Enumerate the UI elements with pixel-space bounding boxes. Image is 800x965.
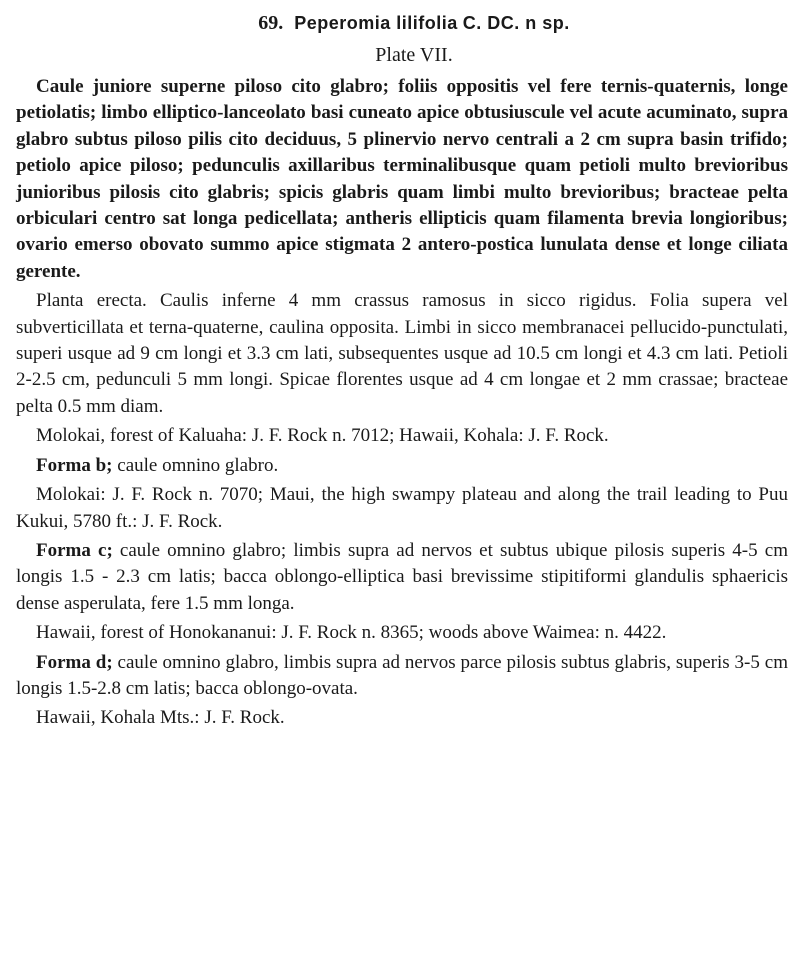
species-number: 69. [258, 12, 284, 34]
document-page [16, 8, 788, 735]
forma-b-text: caule omnino glabro. [112, 454, 279, 476]
forma-c-description [16, 538, 788, 617]
forma-c-label: Forma c; [36, 539, 113, 561]
locality-main: Molokai, forest of Kaluaha: J. F. Rock n. 7012; Hawaii, Kohala: J. F. Rock. [36, 425, 609, 447]
species-heading [16, 8, 788, 38]
forma-b-description [16, 453, 788, 479]
forma-c-text: caule omnino glabro; limbis supra ad nervos et subtus ubique pilosis superis 4-5 cm longis 1.5 - 2.3 cm latis; bacca oblongo-elliptica basi brevissime stipitiformi glandulis sphaericis dense asperulata, fere 1.5 mm longa. [16, 539, 788, 614]
forma-c-locality: Hawaii, forest of Honokananui: J. F. Rock n. 8365; woods above Waimea: n. 4422. [36, 622, 667, 644]
forma-b-label: Forma b; [36, 454, 113, 476]
forma-d-label: Forma d; [36, 651, 113, 673]
forma-b-locality: Molokai: J. F. Rock n. 7070; Maui, the high swampy plateau and along the trail leading to Puu Kukui, 5780 ft.: J. F. Rock. [16, 484, 788, 532]
forma-d-description [16, 650, 788, 703]
latin-description: Caule juniore superne piloso cito glabro; foliis oppositis vel fere ternis-quaternis, longe petiolatis; limbo elliptico-lanceolato basi cuneato apice obtusiuscule vel acute acuminato, supra glabro subtus piloso pilis cito deciduus, 5 plinervio nervo centrali a 2 cm supra basin trifido; petiolo apice piloso; pedunculis axillaribus terminalibusque quam petioli multo brevioribus junioribus pilosis cito glabris; spicis glabris quam limbi multo brevioribus; bracteae pelta orbiculari centro sat longa pedicellata; antheris ellipticis quam filamenta brevia longioribus; ovario emerso obovato summo apice stigmata 2 antero-postica lunulata dense et longe ciliata gerente. [16, 76, 788, 282]
forma-d-locality: Hawaii, Kohala Mts.: J. F. Rock. [36, 707, 285, 729]
habit-description: Planta erecta. Caulis inferne 4 mm crassus ramosus in sicco rigidus. Folia supera vel subverticillata et terna-quaterne, caulina opposita. Limbi in sicco membranacei pellucido-punctulati, superi usque ad 9 cm longi et 3.3 cm lati, subsequentes usque ad 10.5 cm longi et 4.3 cm lati. Petioli 2-2.5 cm, pedunculi 5 mm longi. Spicae florentes usque ad 4 cm longae et 2 mm crassae; bracteae pelta 0.5 mm diam. [16, 290, 788, 417]
plate-reference: Plate VII. [375, 44, 453, 66]
species-author: C. DC. n sp. [462, 13, 570, 33]
species-name: Peperomia lilifolia [294, 13, 458, 33]
forma-d-text: caule omnino glabro, limbis supra ad nervos parce pilosis subtus glabris, superis 3-5 cm longis 1.5-2.8 cm latis; bacca oblongo-ovata. [16, 651, 788, 699]
